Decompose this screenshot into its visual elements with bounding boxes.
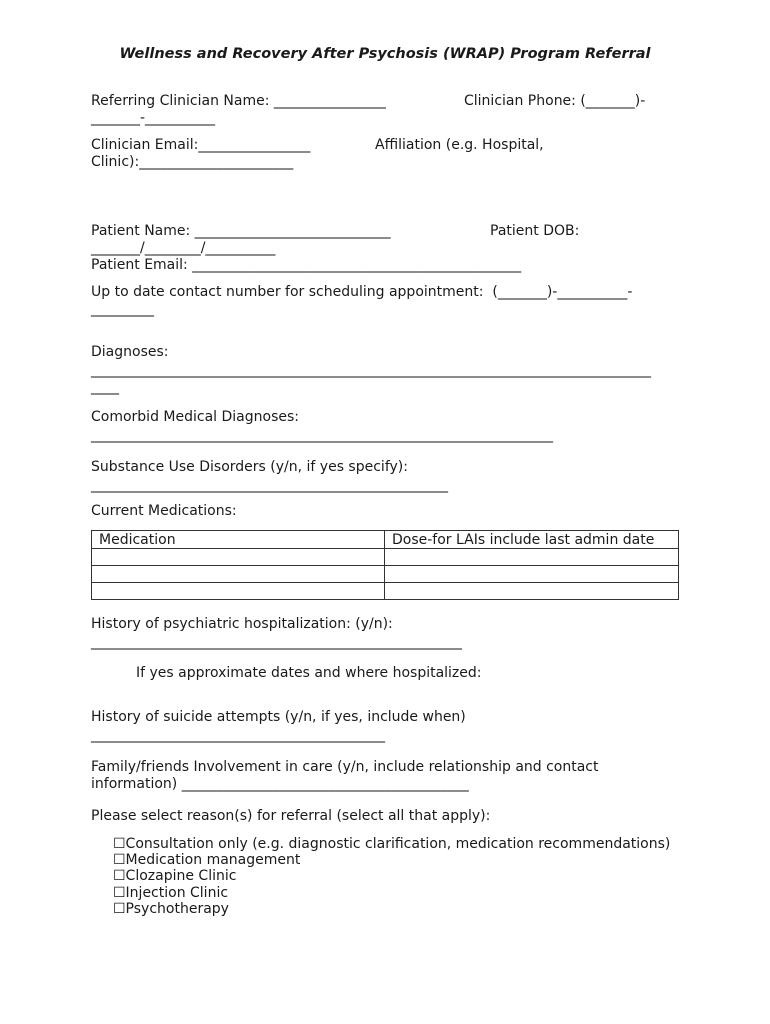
dose-cell[interactable] [385,566,679,583]
comorbid-field[interactable]: __________________________________________________________________ [91,427,553,443]
clinician-name-field[interactable]: Referring Clinician Name: ________________ [91,93,386,109]
substance-label: Substance Use Disorders (y/n, if yes specify): [91,459,408,475]
diagnoses-field[interactable]: ________________________________________________________________________________ [91,362,651,378]
affiliation-field[interactable]: Affiliation (e.g. Hospital, [375,137,544,153]
clinician-phone-field-continued[interactable]: _______-__________ [91,110,216,126]
table-row [92,549,679,566]
dose-cell[interactable] [385,549,679,566]
checkbox-clozapine-clinic[interactable]: ☐Clozapine Clinic [113,868,237,884]
patient-dob-field[interactable]: _______/________/__________ [91,240,276,256]
medication-cell[interactable] [92,566,385,583]
table-header-row [92,531,679,549]
affiliation-field-continued[interactable]: Clinic):______________________ [91,154,294,170]
family-involvement-label: Family/friends Involvement in care (y/n, include relationship and contact [91,759,599,775]
medication-cell[interactable] [92,583,385,600]
column-header-dose: Dose-for LAIs include last admin date [385,531,679,549]
medication-cell[interactable] [92,549,385,566]
patient-name-field[interactable]: Patient Name: ____________________________ [91,223,391,239]
suicide-history-field[interactable]: __________________________________________ [91,727,385,743]
checkbox-injection-clinic[interactable]: ☐Injection Clinic [113,885,229,901]
clinician-email-field[interactable]: Clinician Email:________________ [91,137,311,153]
substance-field[interactable]: ___________________________________________________ [91,477,448,493]
clinician-phone-field[interactable]: Clinician Phone: (_______)- [464,93,646,109]
checkbox-consultation[interactable]: ☐Consultation only (e.g. diagnostic clarification, medication recommendations) [113,836,671,852]
patient-email-field[interactable]: Patient Email: _______________________________________________ [91,257,522,273]
table-row [92,583,679,600]
checkbox-medication-management[interactable]: ☐Medication management [113,852,301,868]
diagnoses-label: Diagnoses: [91,344,169,360]
contact-number-field[interactable]: Up to date contact number for scheduling appointment: (_______)-__________- [91,284,633,300]
diagnoses-field-continued[interactable]: ____ [91,379,119,395]
column-header-medication: Medication [92,531,385,549]
family-involvement-field[interactable]: information) _________________________________________ [91,776,469,792]
suicide-history-label: History of suicide attempts (y/n, if yes, include when) [91,709,466,725]
dose-cell[interactable] [385,583,679,600]
hospitalization-detail-label: If yes approximate dates and where hospitalized: [136,665,482,681]
referral-reason-prompt: Please select reason(s) for referral (select all that apply): [91,808,491,824]
form-title: Wellness and Recovery After Psychosis (WRAP) Program Referral [119,46,651,62]
hospitalization-label: History of psychiatric hospitalization: (y/n): [91,616,393,632]
medications-table [91,530,679,600]
medications-label: Current Medications: [91,503,237,519]
contact-number-field-continued[interactable]: _________ [91,301,154,317]
checkbox-psychotherapy[interactable]: ☐Psychotherapy [113,901,229,917]
comorbid-label: Comorbid Medical Diagnoses: [91,409,299,425]
patient-dob-label: Patient DOB: [490,223,580,239]
table-row [92,566,679,583]
hospitalization-field[interactable]: _____________________________________________________ [91,634,462,650]
